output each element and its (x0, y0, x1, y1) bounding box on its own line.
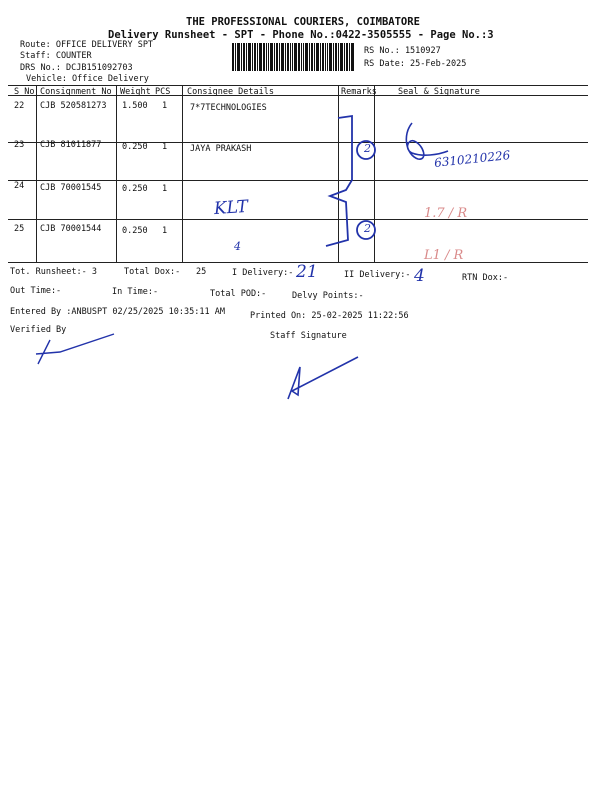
row-sno: 24 (14, 181, 25, 191)
ii-delivery-label: II Delivery:- (344, 270, 411, 280)
entered-by: Entered By :ANBUSPT 02/25/2025 10:35:11 AM (10, 307, 225, 317)
ii-delivery-handwriting: 4 (414, 266, 425, 286)
row-consignment: CJB 70001544 (40, 224, 102, 234)
row-weight: 1.500 (122, 101, 148, 111)
row-divider (8, 180, 588, 181)
company-name: THE PROFESSIONAL COURIERS, COIMBATORE (186, 16, 420, 28)
seal-note-row-25: L1 / R (424, 248, 464, 263)
row-weight: 0.250 (122, 184, 148, 194)
consignee-handwriting-row-24: KLT (213, 196, 249, 220)
delivery-points-label: Delvy Points:- (292, 291, 364, 301)
runsheet-title: Delivery Runsheet - SPT - Phone No.:0422-3505555 - Page No.:3 (108, 29, 494, 41)
row-consignment: CJB 520581273 (40, 101, 107, 111)
table-top-border (8, 85, 588, 86)
row-weight: 0.250 (122, 226, 148, 236)
row-weight: 0.250 (122, 142, 148, 152)
staff-signature-label: Staff Signature (270, 331, 347, 341)
col-header-pcs: PCS (155, 87, 171, 97)
staff-signature-drawing (278, 355, 368, 405)
vehicle-label: Vehicle: Office Delivery (26, 74, 149, 84)
signature-phone-number: 6310210226 (433, 148, 511, 170)
col-header-weight: Weight (120, 87, 151, 97)
row-consignment: CJB 81011877 (40, 140, 102, 150)
consignee-handwriting-row-25: 4 (234, 240, 241, 253)
row-pcs: 1 (162, 142, 168, 152)
column-divider (36, 85, 37, 262)
verified-by-signature (30, 330, 120, 370)
verified-by-label: Verified By (10, 325, 67, 335)
row-consignee: JAYA PRAKASH (190, 144, 252, 154)
total-pod-label: Total POD:- (210, 289, 267, 299)
rs-number: RS No.: 1510927 (364, 46, 441, 56)
col-header-remarks: Remarks (341, 87, 377, 97)
i-delivery-label: I Delivery:- (232, 268, 294, 278)
drs-number: DRS No.: DCJB151092703 (20, 63, 133, 73)
row-consignment: CJB 70001545 (40, 183, 102, 193)
staff-label: Staff: COUNTER (20, 51, 92, 61)
col-header-seal-signature: Seal & Signature (398, 87, 480, 97)
row-pcs: 1 (162, 226, 168, 236)
remark-row-23: 2 (364, 142, 371, 155)
row-pcs: 1 (162, 184, 168, 194)
row-pcs: 1 (162, 101, 168, 111)
total-dox-label: Total Dox:- (124, 267, 181, 277)
in-time-label: In Time:- (112, 287, 159, 297)
seal-note-row-24: 1.7 / R (424, 206, 468, 221)
row-sno: 23 (14, 140, 25, 150)
row-consignee: 7*7TECHNOLOGIES (190, 103, 267, 113)
col-header-consignment: Consignment No (40, 87, 112, 97)
rs-date: RS Date: 25-Feb-2025 (364, 59, 467, 69)
printed-on: Printed On: 25-02-2025 11:22:56 (250, 311, 409, 321)
rtn-dox-label: RTN Dox:- (462, 273, 509, 283)
row-sno: 22 (14, 101, 25, 111)
route-label: Route: OFFICE DELIVERY SPT (20, 40, 154, 50)
column-divider (182, 85, 183, 262)
row-sno: 25 (14, 224, 25, 234)
out-time-label: Out Time:- (10, 286, 62, 296)
i-delivery-handwriting: 21 (296, 262, 318, 282)
remark-row-25: 2 (364, 222, 371, 235)
column-divider (116, 85, 117, 262)
total-dox-value: 25 (196, 267, 207, 277)
barcode (232, 43, 356, 71)
total-runsheet: Tot. Runsheet:- 3 (10, 267, 97, 277)
col-header-consignee: Consignee Details (187, 87, 274, 97)
barcode-graphic (232, 43, 356, 71)
col-header-sno: S No (14, 87, 35, 97)
remarks-bracket-drawing (318, 110, 378, 260)
row-divider (8, 219, 588, 220)
